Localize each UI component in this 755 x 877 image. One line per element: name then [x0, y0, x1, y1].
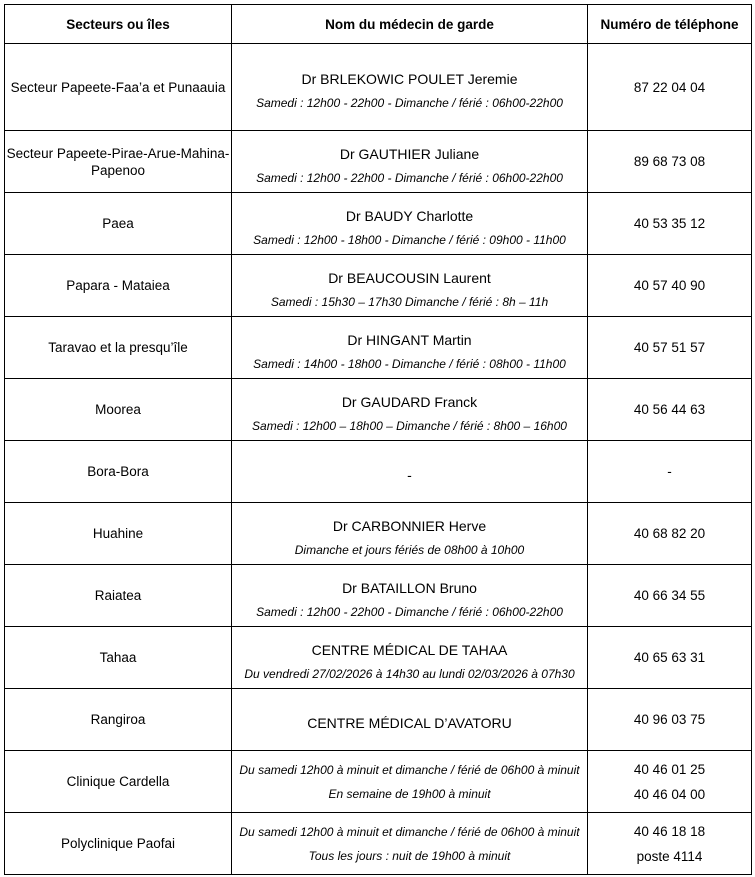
doctor-name: Dr CARBONNIER Herve: [332, 517, 487, 534]
doctor-cell: [232, 441, 588, 503]
sector-cell: Secteur Papeete-Faa’a et Punaauia: [5, 44, 232, 131]
phone-number: 40 57 51 57: [633, 340, 706, 355]
table-row: [5, 193, 752, 255]
sector-cell: Papara - Mataiea: [5, 255, 232, 317]
doctor-cell: [232, 379, 588, 441]
phone-cell: [588, 193, 752, 255]
doctor-name: Dr BAUDY Charlotte: [345, 207, 474, 224]
doctor-cell: [232, 255, 588, 317]
sector-cell: Tahaa: [5, 627, 232, 689]
phone-cell: [588, 255, 752, 317]
table-row: [5, 255, 752, 317]
duty-hours: Samedi : 12h00 – 18h00 – Dimanche / férié : 8h00 – 16h00: [252, 418, 567, 433]
doctor-cell: [232, 193, 588, 255]
doctor-name: Dr GAUTHIER Juliane: [339, 145, 480, 162]
doctor-cell: [232, 813, 588, 875]
doctor-cell: [232, 44, 588, 131]
phone-cell: [588, 131, 752, 193]
phone-cell: [588, 44, 752, 131]
phone-cell: [588, 503, 752, 565]
duty-hours: Tous les jours : nuit de 19h00 à minuit: [308, 848, 511, 863]
doctor-name: CENTRE MÉDICAL DE TAHAA: [311, 641, 508, 658]
doctor-name: -: [407, 467, 412, 483]
phone-number: poste 4114: [636, 848, 703, 864]
table-row: [5, 317, 752, 379]
duty-hours: Du samedi 12h00 à minuit et dimanche / férié de 06h00 à minuit: [239, 762, 580, 777]
doctor-name: CENTRE MÉDICAL D’AVATORU: [307, 715, 512, 731]
table-row: [5, 503, 752, 565]
phone-number: 87 22 04 04: [633, 79, 706, 95]
sector-cell: Moorea: [5, 379, 232, 441]
table-row: [5, 627, 752, 689]
table-body: [5, 44, 752, 875]
phone-cell: [588, 751, 752, 813]
sector-cell: Raiatea: [5, 565, 232, 627]
doctor-cell: [232, 565, 588, 627]
sector-cell: Polyclinique Paofai: [5, 813, 232, 875]
phone-number: 40 46 04 00: [633, 786, 706, 802]
phone-cell: [588, 813, 752, 875]
phone-cell: [588, 441, 752, 503]
phone-cell: [588, 565, 752, 627]
duty-hours: Samedi : 12h00 - 22h00 - Dimanche / férié : 06h00-22h00: [256, 170, 563, 185]
duty-hours: Samedi : 14h00 - 18h00 - Dimanche / férié : 08h00 - 11h00: [253, 356, 566, 371]
doctor-name: Dr HINGANT Martin: [347, 331, 472, 348]
duty-hours: Samedi : 12h00 - 22h00 - Dimanche / férié : 06h00-22h00: [256, 604, 563, 619]
doctor-name: Dr BEAUCOUSIN Laurent: [328, 269, 491, 286]
sector-cell: Rangiroa: [5, 689, 232, 751]
sector-cell: Clinique Cardella: [5, 751, 232, 813]
phone-cell: [588, 317, 752, 379]
table-row: [5, 379, 752, 441]
phone-number: 40 57 40 90: [633, 278, 706, 293]
doctor-cell: [232, 627, 588, 689]
duty-hours: Samedi : 12h00 - 18h00 - Dimanche / férié : 09h00 - 11h00: [253, 232, 566, 247]
header-row: [5, 5, 752, 44]
table-row: [5, 131, 752, 193]
on-call-doctors-table: [4, 4, 752, 875]
doctor-name: Dr GAUDARD Franck: [341, 393, 478, 410]
duty-hours: En semaine de 19h00 à minuit: [328, 786, 491, 801]
duty-hours: Samedi : 12h00 - 22h00 - Dimanche / férié : 06h00-22h00: [256, 96, 563, 110]
doctor-cell: [232, 503, 588, 565]
sector-cell: Huahine: [5, 503, 232, 565]
doctor-cell: [232, 689, 588, 751]
phone-number: 40 46 18 18: [633, 823, 706, 839]
sector-cell: Bora-Bora: [5, 441, 232, 503]
header-sector: Secteurs ou îles: [5, 5, 232, 44]
table-row: [5, 813, 752, 875]
duty-hours: Dimanche et jours fériés de 08h00 à 10h00: [294, 542, 525, 557]
phone-number: 40 66 34 55: [633, 588, 706, 603]
doctor-cell: [232, 317, 588, 379]
doctor-cell: [232, 751, 588, 813]
doctor-name: Dr BRLEKOWIC POULET Jeremie: [301, 71, 518, 87]
header-phone: Numéro de téléphone: [588, 5, 752, 44]
doctor-name: Dr BATAILLON Bruno: [342, 579, 477, 596]
table-row: [5, 565, 752, 627]
table-row: [5, 751, 752, 813]
phone-number: 40 46 01 25: [633, 761, 706, 777]
table-row: [5, 44, 752, 131]
phone-number: 40 68 82 20: [633, 526, 706, 541]
doctor-cell: [232, 131, 588, 193]
phone-number: 40 53 35 12: [633, 216, 706, 231]
sector-cell: Taravao et la presqu’île: [5, 317, 232, 379]
phone-number: -: [667, 464, 672, 479]
duty-hours: Du vendredi 27/02/2026 à 14h30 au lundi 02/03/2026 à 07h30: [244, 666, 575, 681]
sector-cell: Paea: [5, 193, 232, 255]
header-doctor: Nom du médecin de garde: [232, 5, 588, 44]
phone-number: 40 56 44 63: [633, 402, 706, 417]
phone-number: 89 68 73 08: [633, 154, 706, 169]
sector-cell: Secteur Papeete-Pirae-Arue-Mahina-Papenoo: [5, 131, 232, 193]
phone-number: 40 65 63 31: [633, 650, 706, 665]
duty-hours: Samedi : 15h30 – 17h30 Dimanche / férié : 8h – 11h: [270, 294, 549, 309]
table-row: [5, 689, 752, 751]
duty-hours: Du samedi 12h00 à minuit et dimanche / férié de 06h00 à minuit: [239, 824, 580, 839]
phone-cell: [588, 627, 752, 689]
phone-number: 40 96 03 75: [633, 712, 706, 727]
phone-cell: [588, 379, 752, 441]
phone-cell: [588, 689, 752, 751]
table-row: [5, 441, 752, 503]
